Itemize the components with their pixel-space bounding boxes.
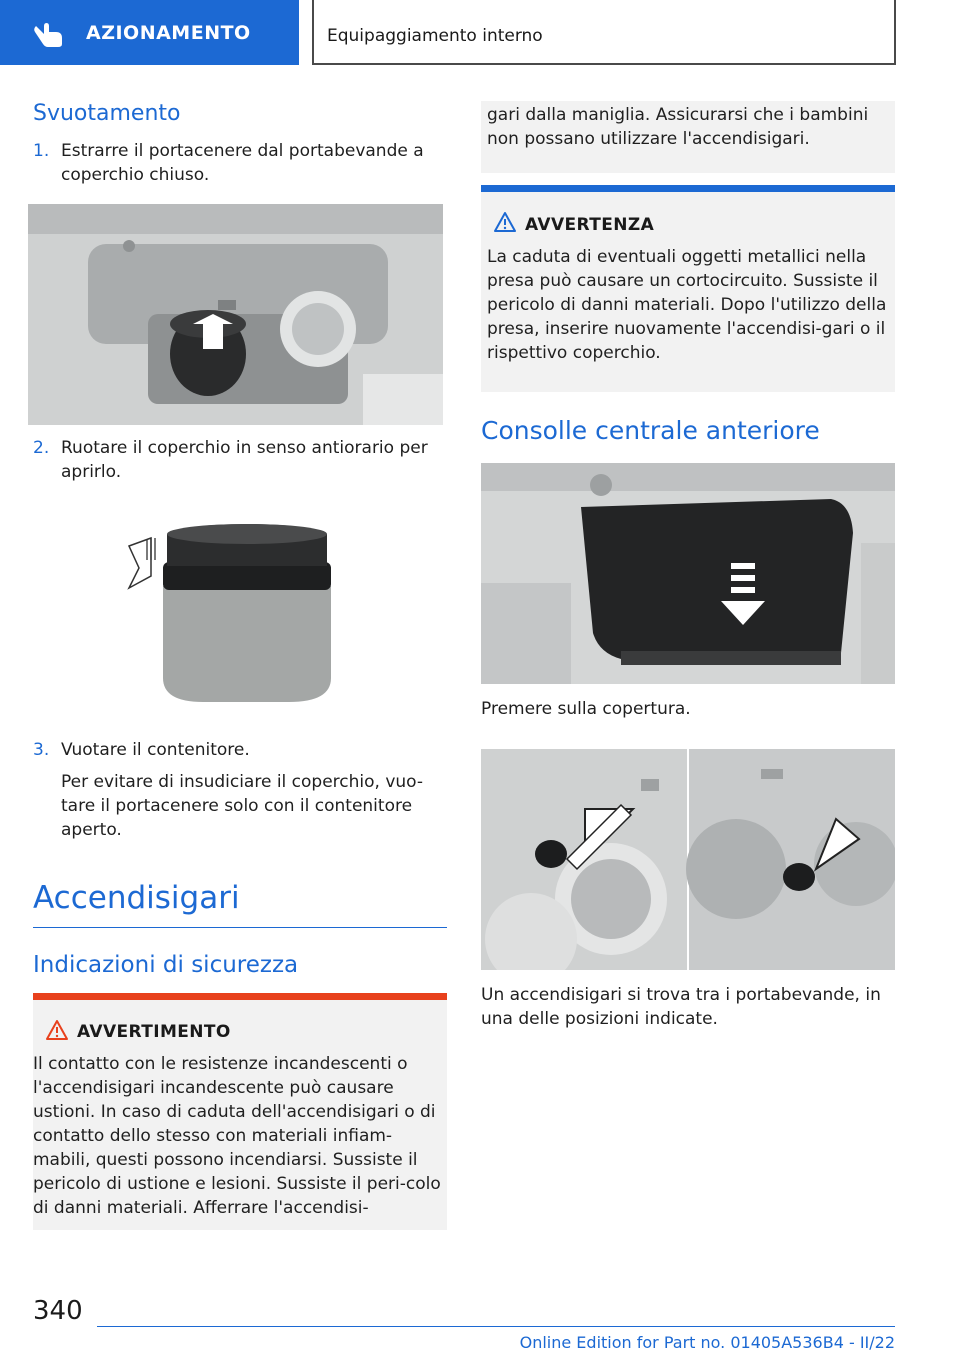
step-number: 1. bbox=[33, 141, 50, 161]
heading-consolle: Consolle centrale anteriore bbox=[481, 416, 820, 445]
step-1 bbox=[33, 139, 447, 187]
hand-pointer-icon bbox=[32, 20, 66, 48]
heading-sicurezza: Indicazioni di sicurezza bbox=[33, 952, 299, 978]
step-number: 3. bbox=[33, 740, 50, 760]
step-number: 2. bbox=[33, 438, 50, 458]
warning-title: AVVERTIMENTO bbox=[77, 1022, 231, 1042]
step-3-note: Per evitare di insudiciare il coperchio, vuo-tare il portacenere solo con il contenitore aperto. bbox=[61, 772, 424, 840]
chapter-title: Equipaggiamento interno bbox=[327, 26, 543, 46]
warning-triangle-icon bbox=[493, 211, 517, 233]
warning-bar bbox=[33, 993, 447, 1000]
cigarette-lighter-positions-photo bbox=[481, 749, 895, 970]
step-text: Ruotare il coperchio in senso antiorario per aprirlo. bbox=[61, 438, 428, 482]
warning-continued-box bbox=[481, 101, 895, 173]
ashtray-console-photo bbox=[28, 204, 443, 425]
warning-text: Il contatto con le resistenze incandescenti o l'accendisigari incandescente può causare ustioni. In caso di caduta dell'accendisigari o di contatto dello stesso con materiali infiam-mabili, questi possono incendiarsi. Sussiste il pericolo di ustione e lesioni. Sussiste il peri-colo di danni materiali. Afferrare l'accendisi- bbox=[33, 1054, 441, 1218]
chapter-header bbox=[312, 0, 896, 65]
step-2 bbox=[33, 436, 447, 484]
ashtray-cup-illustration bbox=[111, 516, 341, 706]
caption-positions: Un accendisigari si trova tra i portabevande, in una delle posizioni indicate. bbox=[481, 985, 881, 1029]
caution-text: La caduta di eventuali oggetti metallici nella presa può causare un cortocircuito. Sussiste il pericolo di danni materiali. Dopo l'utilizzo della presa, inserire nuovamente l'accendisi-gari o il rispettivo coperchio. bbox=[487, 247, 887, 363]
warning-triangle-icon bbox=[45, 1019, 69, 1041]
caution-bar bbox=[481, 185, 895, 192]
step-3 bbox=[33, 738, 447, 762]
footer-edition: Online Edition for Part no. 01405A536B4 - II/22 bbox=[519, 1333, 895, 1352]
footer-rule bbox=[97, 1326, 895, 1327]
section-tab[interactable] bbox=[0, 0, 299, 65]
heading-svuotamento: Svuotamento bbox=[33, 101, 181, 126]
step-text: Estrarre il portacenere dal portabevande a coperchio chiuso. bbox=[61, 141, 424, 185]
warning-box bbox=[33, 993, 447, 1230]
section-tab-label: AZIONAMENTO bbox=[86, 22, 251, 44]
warning-continued-text: gari dalla maniglia. Assicurarsi che i bambini non possano utilizzare l'accendisigari. bbox=[487, 105, 869, 149]
caption-cover: Premere sulla copertura. bbox=[481, 699, 691, 719]
heading-rule bbox=[33, 927, 447, 928]
heading-accendisigari: Accendisigari bbox=[33, 880, 240, 916]
console-cover-photo bbox=[481, 463, 895, 684]
page-number: 340 bbox=[33, 1296, 83, 1326]
caution-title: AVVERTENZA bbox=[525, 215, 655, 235]
step-text: Vuotare il contenitore. bbox=[61, 740, 250, 760]
caution-box bbox=[481, 185, 895, 392]
